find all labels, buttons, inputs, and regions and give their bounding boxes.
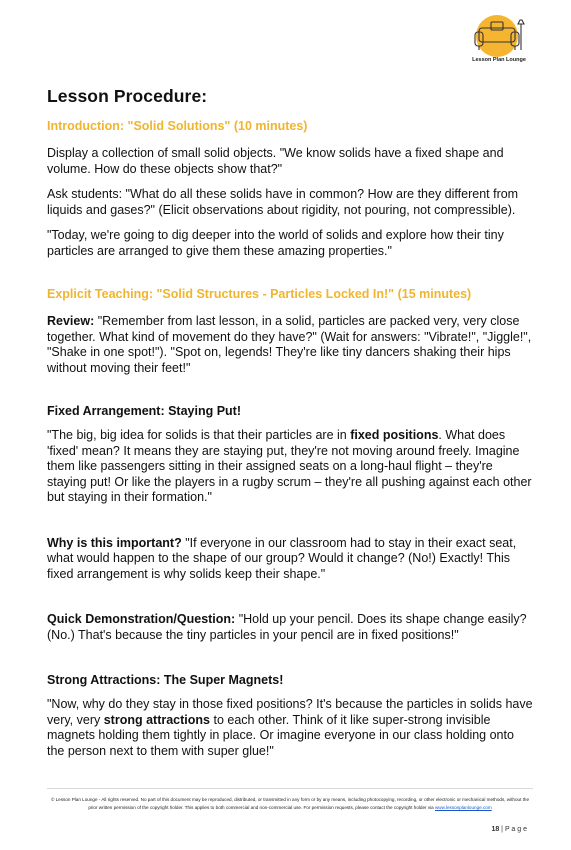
intro-paragraph-1: Display a collection of small solid objects. "We know solids have a fixed shape and volume. How do these objects show that?" <box>47 146 504 176</box>
copyright-footer <box>47 796 533 811</box>
logo-text: Lesson Plan Lounge <box>472 57 526 63</box>
fixed-arrangement-paragraph <box>47 428 533 506</box>
page-title: Lesson Procedure: <box>47 86 208 106</box>
website-link[interactable]: www.lessonplanlounge.com <box>434 804 492 810</box>
fixed-text-b: . What does 'fixed' mean? It means they are staying put, they're not moving around freely. Imagine them like passengers sitting in their assigned seats on a long-haul flight – they're staying put! Or like the players in a rugby scrum – they're all pushing against each other but staying in their formation." <box>47 428 532 504</box>
document-body <box>47 86 533 769</box>
strong-text-a: "Now, why do they stay in those fixed positions? It's because the particles in solids have very, very <box>47 697 533 727</box>
review-paragraph <box>47 314 533 376</box>
demonstration-paragraph <box>47 612 533 643</box>
fixed-arrangement-heading: Fixed Arrangement: Staying Put! <box>47 404 242 418</box>
strong-text-b: to each other. Think of it like super-strong invisible magnets holding them tightly in place. Or imagine everyone in our class holding onto the person next to them with super glue!" <box>47 712 514 758</box>
demo-text: "Hold up your pencil. Does its shape change easily? (No.) That's because the tiny particles in your pencil are in fixed positions!" <box>47 612 527 642</box>
fixed-text-a: "The big, big idea for solids is that their particles are in <box>47 428 351 442</box>
why-important-paragraph <box>47 536 533 583</box>
demo-label: Quick Demonstration/Question: <box>47 612 236 626</box>
sofa-logo-icon <box>467 14 531 58</box>
review-text: "Remember from last lesson, in a solid, particles are packed very, very close together. What kind of movement do they have?" (Wait for answers: "Vibrate!", "Jiggle!", "Shake in one spot!"). "Spot on, legends! They're like tiny dancers shaking their hips without moving their feet!" <box>47 314 532 375</box>
footer-divider <box>47 788 533 789</box>
intro-paragraph-2: Ask students: "What do all these solids have in common? How are they different from liquids and gases?" (Elicit observations about rigidity, not pouring, not compressible). <box>47 187 519 217</box>
explicit-teaching-heading: Explicit Teaching: "Solid Structures - Particles Locked In!" (15 minutes) <box>47 287 472 301</box>
copyright-text: © Lesson Plan Lounge - All rights reserved. No part of this document may be reproduced, distributed, or transmitted in any form or by any means, including photocopying, recording, or other electronic or mechanical methods, without the prior written permission of the copyright holder. This applies to both commercial and non-commercial use. For permission requests, please contact the copyright holder via <box>50 797 530 810</box>
review-label: Review: <box>47 314 95 328</box>
strong-attractions-heading: Strong Attractions: The Super Magnets! <box>47 673 284 687</box>
why-label: Why is this important? <box>47 535 182 550</box>
brand-logo <box>467 14 531 66</box>
strong-attractions-paragraph <box>47 697 533 759</box>
why-text: "If everyone in our classroom had to stay in their exact seat, what would happen to the shape of our group? Would it change? (No!) Exactly! This fixed arrangement is why solids keep their shape." <box>47 535 517 581</box>
strong-attractions-bold: strong attractions <box>103 712 210 727</box>
fixed-positions-bold: fixed positions <box>350 428 439 442</box>
page-label: | P a g e <box>499 826 527 833</box>
intro-paragraph-3: "Today, we're going to dig deeper into the world of solids and explore how their tiny particles are arranged to give them these amazing properties." <box>47 228 504 258</box>
intro-heading: Introduction: "Solid Solutions" (10 minutes) <box>47 119 308 133</box>
page-number-value: 18 <box>491 826 500 833</box>
page-number <box>491 826 527 833</box>
